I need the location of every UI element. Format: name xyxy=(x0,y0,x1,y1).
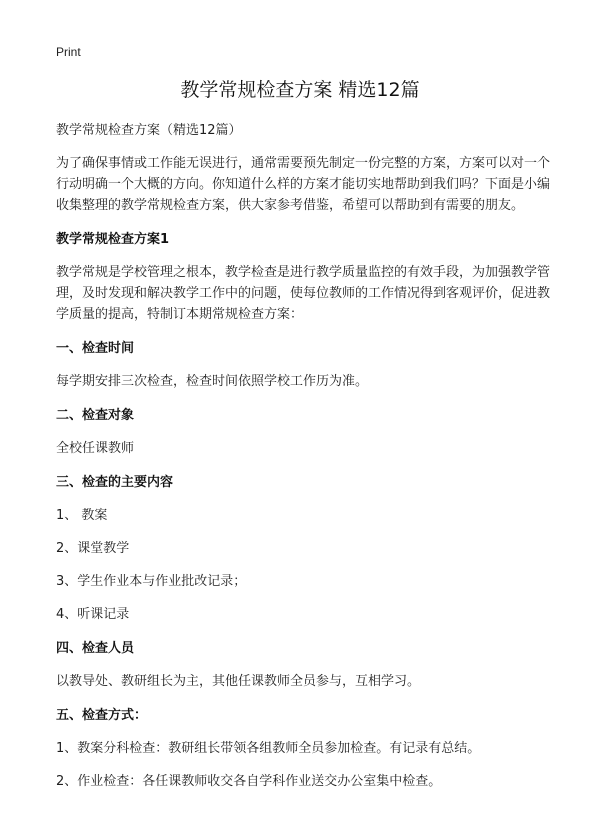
text-check-people: 以教导处、教研组长为主，其他任课教师全员参与，互相学习。 xyxy=(56,674,421,689)
heading-check-method: 五、检查方式： xyxy=(56,708,148,723)
list-item: 2、课堂教学 xyxy=(56,541,130,556)
text-check-time: 每学期安排三次检查，检查时间依照学校工作历为准。 xyxy=(56,374,369,389)
section-1-title: 教学常规检查方案1 xyxy=(56,232,170,247)
list-item: 1、教案分科检查：教研组长带领各组教师全员参加检查。有记录有总结。 xyxy=(56,741,481,756)
print-link[interactable]: Print xyxy=(56,45,81,59)
list-item: 2、作业检查：各任课教师收交各自学科作业送交办公室集中检查。 xyxy=(56,774,442,789)
document-title: 教学常规检查方案 精选12篇 xyxy=(180,79,420,101)
heading-check-target: 二、检查对象 xyxy=(56,408,135,423)
document-body xyxy=(56,120,556,792)
heading-check-content: 三、检查的主要内容 xyxy=(56,475,174,490)
text-check-target: 全校任课教师 xyxy=(56,441,135,456)
heading-check-time: 一、检查时间 xyxy=(56,341,135,356)
list-item: 3、学生作业本与作业批改记录； xyxy=(56,574,247,589)
list-item: 4、听课记录 xyxy=(56,607,130,622)
heading-check-people: 四、检查人员 xyxy=(56,641,135,656)
list-item: 1、 教案 xyxy=(56,508,108,523)
document-subtitle: 教学常规检查方案（精选12篇） xyxy=(56,123,242,138)
section-1-paragraph: 教学常规是学校管理之根本，教学检查是进行教学质量监控的有效手段，为加强教学管理，及时发现和解决教学工作中的问题，使每位教师的工作情况得到客观评价，促进教学质量的提高，特制订本期常规检查方案： xyxy=(56,265,551,322)
intro-paragraph: 为了确保事情或工作能无误进行，通常需要预先制定一份完整的方案，方案可以对一个行动明确一个大概的方向。你知道什么样的方案才能切实地帮助到我们吗？下面是小编收集整理的教学常规检查方案，供大家参考借鉴，希望可以帮助到有需要的朋友。 xyxy=(56,156,551,213)
